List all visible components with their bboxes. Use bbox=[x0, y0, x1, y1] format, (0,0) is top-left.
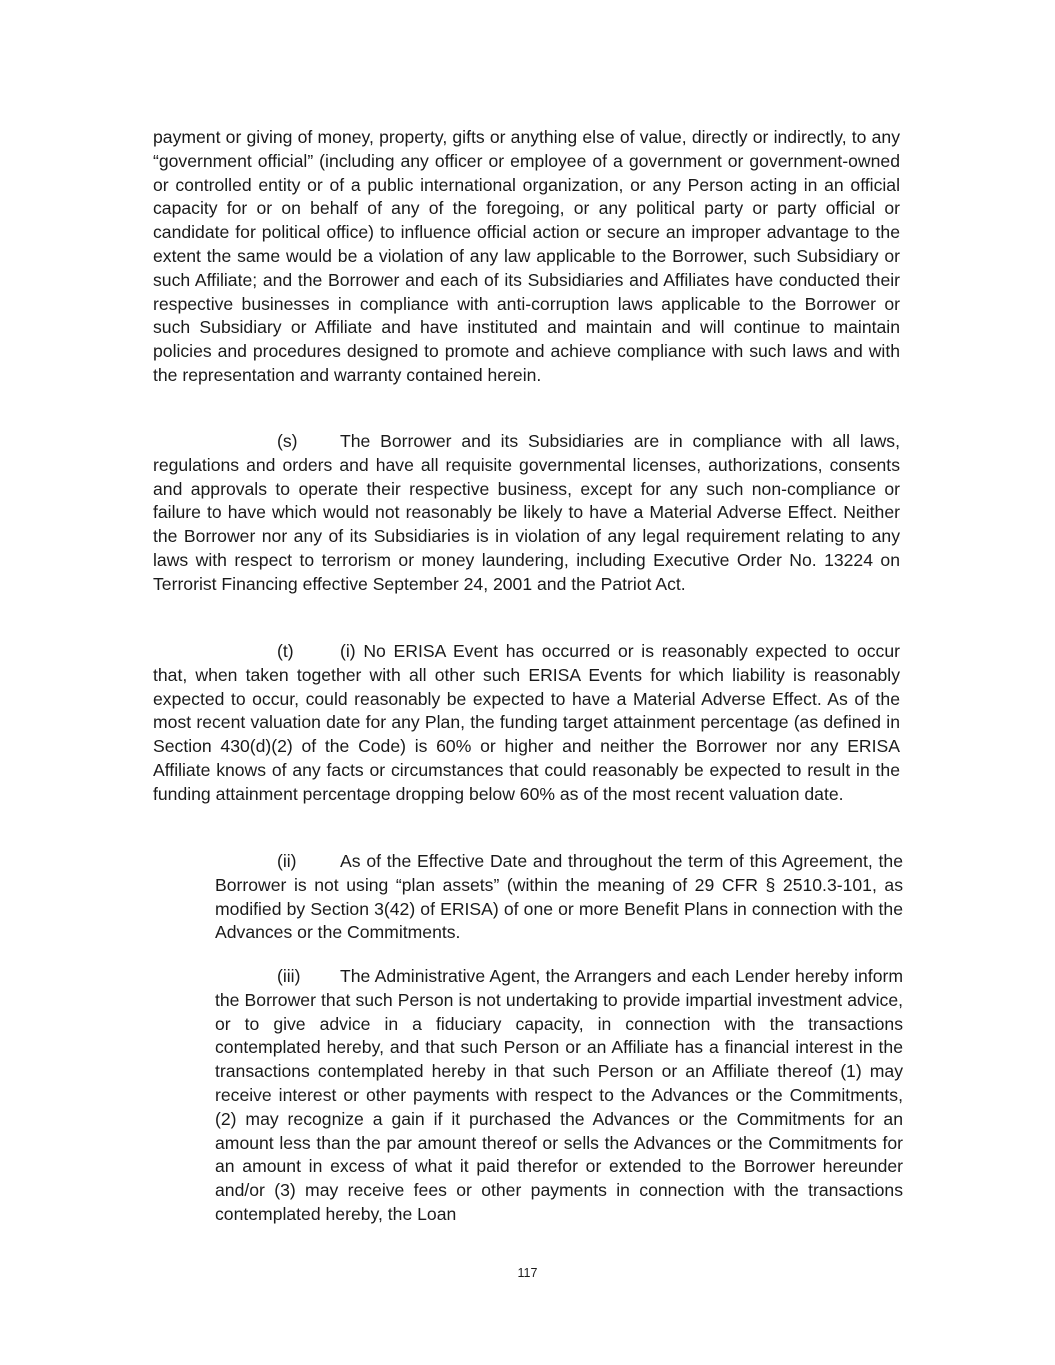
page-number: 117 bbox=[517, 1266, 538, 1280]
paragraph-text: The Borrower and its Subsidiaries are in compliance with all laws, regulations and orders and have all requisite governmental licenses, authorizations, consents and approvals to operate their respective business, except for any such non-compliance or failure to have which would not reasonably be likely to have a Material Adverse Effect. Neither the Borrower nor any of its Subsidiaries is in violation of any legal requirement relating to any laws with respect to terrorism or money laundering, including Executive Order No. 13224 on Terrorist Financing effective September 24, 2001 and the Patriot Act. bbox=[153, 431, 900, 594]
section-label-t: (t) bbox=[277, 641, 294, 661]
paragraph-t bbox=[153, 640, 900, 807]
section-label-t-iii: (iii) bbox=[277, 966, 301, 986]
paragraph-text: The Administrative Agent, the Arrangers and each Lender hereby inform the Borrower that such Person is not undertaking to provide impartial investment advice, or to give advice in a fiduciary capacity, in connection with the transactions contemplated hereby, and that such Person or an Affiliate has a financial interest in the transactions contemplated hereby in that such Person or an Affiliate thereof (1) may receive interest or other payments with respect to the Advances or the Commitments, (2) may recognize a gain if it purchased the Advances or the Commitments for an amount less than the par amount thereof or sells the Advances or the Commitments for an amount in excess of what it paid therefor or extended to the Borrower hereunder and/or (3) may receive fees or other payments in connection with the transactions contemplated hereby, the Loan bbox=[215, 966, 903, 1224]
section-label-s: (s) bbox=[277, 431, 298, 451]
paragraph-r-continued bbox=[153, 126, 900, 388]
paragraph-text: As of the Effective Date and throughout the term of this Agreement, the Borrower is not using “plan assets” (within the meaning of 29 CFR § 2510.3-101, as modified by Section 3(42) of ERISA) of one or more Benefit Plans in connection with the Advances or the Commitments. bbox=[215, 851, 903, 943]
paragraph-t-iii bbox=[215, 965, 903, 1227]
section-label-t-ii: (ii) bbox=[277, 851, 297, 871]
paragraph-s bbox=[153, 430, 900, 597]
paragraph-text: (i) No ERISA Event has occurred or is reasonably expected to occur that, when taken together with all other such ERISA Events for which liability is reasonably expected to occur, could reasonably be expected to have a Material Adverse Effect. As of the most recent valuation date for any Plan, the funding target attainment percentage (as defined in Section 430(d)(2) of the Code) is 60% or higher and neither the Borrower nor any ERISA Affiliate knows of any facts or circumstances that could reasonably be expected to result in the funding attainment percentage dropping below 60% as of the most recent valuation date. bbox=[153, 641, 900, 804]
paragraph-text: payment or giving of money, property, gifts or anything else of value, directly or indirectly, to any “government official” (including any officer or employee of a government or government-owned or controlled entity or of a public international organization, or any Person acting in an official capacity for or on behalf of any of the foregoing, or any political party or party official or candidate for political office) to influence official action or secure an improper advantage to the extent the same would be a violation of any law applicable to the Borrower, such Subsidiary or such Affiliate; and the Borrower and each of its Subsidiaries and Affiliates have conducted their respective businesses in compliance with anti-corruption laws applicable to the Borrower or such Subsidiary or Affiliate and have instituted and maintain and will continue to maintain policies and procedures designed to promote and achieve compliance with such laws and with the representation and warranty contained herein. bbox=[153, 127, 900, 385]
paragraph-t-ii bbox=[215, 850, 903, 945]
